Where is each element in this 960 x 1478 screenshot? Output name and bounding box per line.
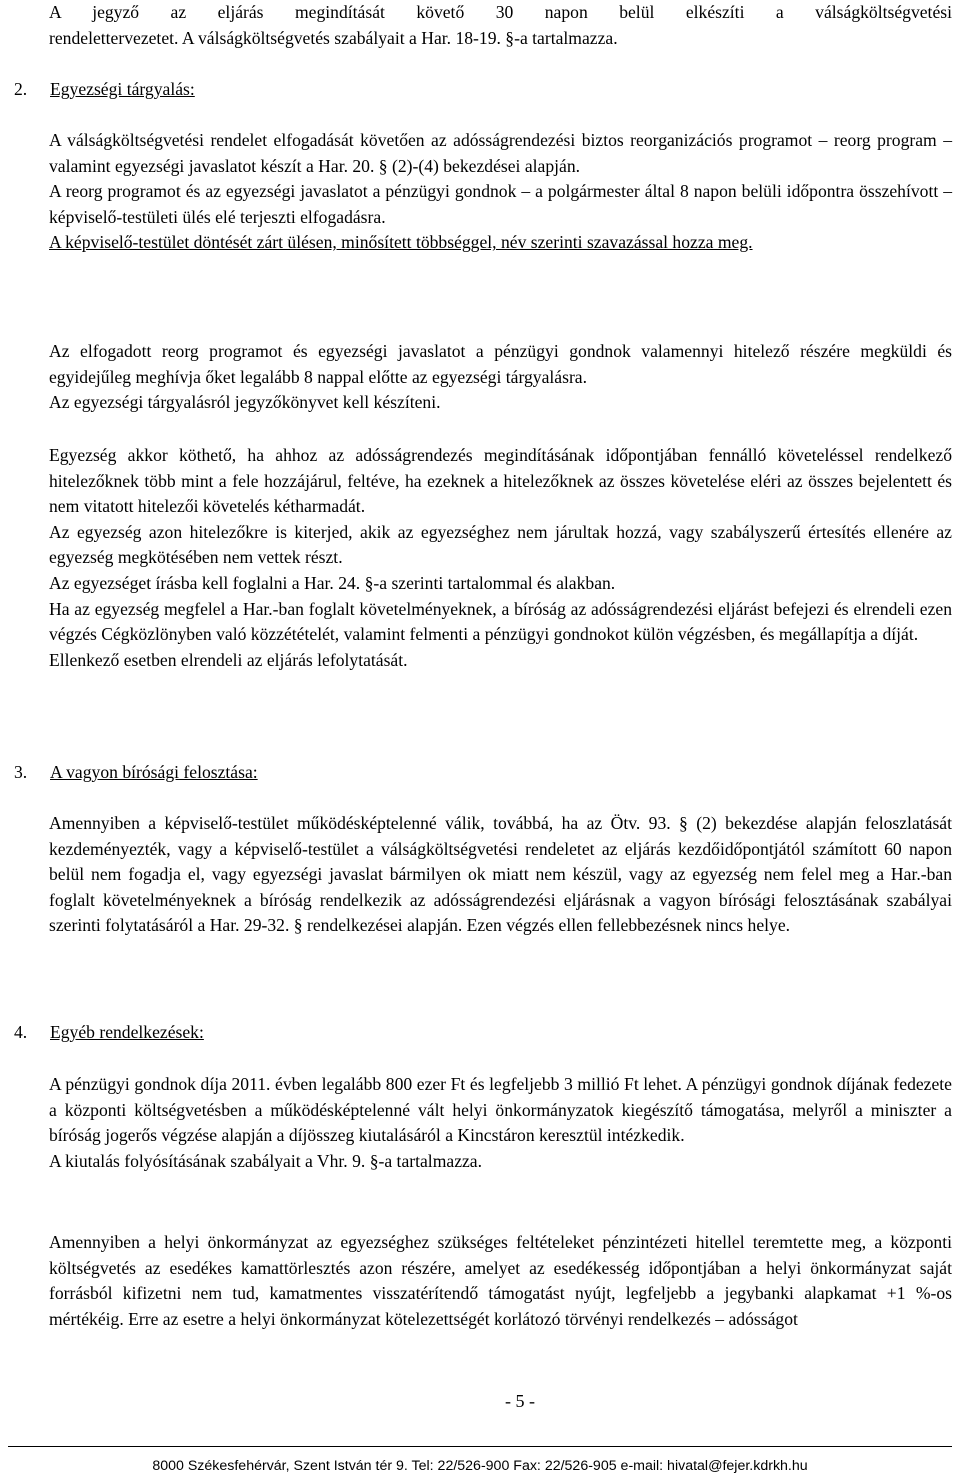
section-2-p10: Ellenkező esetben elrendeli az eljárás lefolytatását. bbox=[49, 649, 408, 670]
section-2-body-c bbox=[49, 443, 952, 673]
section-3-body bbox=[49, 811, 952, 939]
section-2-body bbox=[49, 128, 952, 256]
section-2-number: 2. bbox=[14, 79, 28, 99]
section-2-p8: Az egyezséget írásba kell foglalni a Har. 24. §-a szerinti tartalommal és alakban. bbox=[49, 572, 616, 593]
section-4-p2: A kiutalás folyósításának szabályait a Vhr. 9. §-a tartalmazza. bbox=[49, 1150, 483, 1171]
section-4-title: Egyéb rendelkezések: bbox=[50, 1022, 204, 1042]
section-4-body-b bbox=[49, 1230, 952, 1332]
intro-line-1: A jegyző az eljárás megindítását követő 30 napon belül elkészíti a válságköltségvetési bbox=[49, 2, 952, 22]
section-2-p4: Az elfogadott reorg programot és egyezségi javaslatot a pénzügyi gondnok valamennyi hitelező részére megküldi és egyidejűleg meghívja őket legalább 8 nappal előtte az egyezségi tárgyalásra. bbox=[49, 341, 952, 387]
section-3-title: A vagyon bírósági felosztása: bbox=[50, 762, 258, 782]
section-2-p9: Ha az egyezség megfelel a Har.-ban foglalt követelményeknek, a bíróság az adósságrendezési eljárást befejezi és elrendeli ezen végzés Cégközlönyben való közzétételét, valamint felmenti a pénzügyi gondnokot külön végzésben, és megállapítja a díját. bbox=[49, 598, 952, 645]
section-2-p7: Az egyezség azon hitelezőkre is kiterjed, akik az egyezséghez nem járultak hozzá, vagy szabályszerű értesítés ellenére az egyezség megkötésében nem vettek részt. bbox=[49, 521, 952, 568]
section-2-body-b bbox=[49, 339, 952, 416]
section-2-p3: A képviselő-testület döntését zárt ülésen, minősített többséggel, név szerinti szavazással hozza meg. bbox=[49, 232, 753, 253]
section-2-title: Egyezségi tárgyalás: bbox=[50, 79, 195, 99]
footer-divider bbox=[8, 1446, 952, 1447]
section-2-p1: A válságköltségvetési rendelet elfogadását követően az adósságrendezési biztos reorganizációs programot – reorg program – valamint egyezségi javaslatot készít a Har. 20. § (2)-(4) bekezdései alapján. bbox=[49, 130, 952, 176]
section-4-p3: Amennyiben a helyi önkormányzat az egyezséghez szükséges feltételeket pénzintézeti hitellel teremtette meg, a központi költségvetés az esedékes kamattörlesztés azon részére, amelyet az esedékesség időpontjában a helyi önkormányzat saját forrásból kifizetni nem tud, kamatmentes visszatérítendő támogatást nyújt, legfeljebb a jegybanki alapkamat +1 %-os mértékéig. Erre az esetre a helyi önkormányzat kötelezettségét korlátozó törvényi rendelkezés – adósságot bbox=[49, 1232, 952, 1329]
intro-line-2: rendelettervezetet. A válságköltségvetés szabályait a Har. 18-19. §-a tartalmazza. bbox=[49, 27, 618, 48]
section-2-p5: Az egyezségi tárgyalásról jegyzőkönyvet kell készíteni. bbox=[49, 392, 441, 413]
section-4-body bbox=[49, 1072, 952, 1174]
footer-address: 8000 Székesfehérvár, Szent István tér 9. Tel: 22/526-900 Fax: 22/526-905 e-mail: hivatal@fejer.kdrkh.hu bbox=[152, 1458, 808, 1474]
section-4-number: 4. bbox=[14, 1022, 28, 1042]
intro-paragraph bbox=[49, 0, 952, 51]
section-2-p2: A reorg programot és az egyezségi javaslatot a pénzügyi gondnok – a polgármester által 8 napon belüli időpontra összehívott – képviselő-testületi ülés elé terjeszti elfogadásra. bbox=[49, 181, 952, 227]
page-number: - 5 - bbox=[505, 1391, 535, 1411]
section-4-p1: A pénzügyi gondnok díja 2011. évben legalább 800 ezer Ft és legfeljebb 3 millió Ft lehet. A pénzügyi gondnok díjának fedezete a központi költségvetésben a működésképtelenné vált helyi önkormányzatok kiegészítő támogatása, melyről a miniszter a bíróság jogerős végzése alapján a díjösszeg kiutalásáról a Kincstáron keresztül intézkedik. bbox=[49, 1074, 952, 1146]
section-3-p1: Amennyiben a képviselő-testület működésképtelenné válik, továbbá, ha az Ötv. 93. § (2) bekezdése alapján feloszlatását kezdeményezték, vagy a képviselő-testület a válságköltségvetési rendeletet az eljárás kezdőidőpontjától számított 60 napon belül nem fogadja el, vagy egyezségi javaslat bármilyen ok miatt nem készül, vagy az egyezség nem felel meg a Har.-ban foglalt követelményeknek a bíróság rendelkezik az adósságrendezési eljárásnak a vagyon bírósági felosztásának szabályai szerinti folytatásáról a Har. 29-32. § rendelkezései alapján. Ezen végzés ellen fellebbezésnek nincs helye. bbox=[49, 813, 952, 936]
section-3-number: 3. bbox=[14, 762, 28, 782]
section-2-p6: Egyezség akkor köthető, ha ahhoz az adósságrendezés megindításának időpontjában fennálló követeléssel rendelkező hitelezőknek több mint a fele hozzájárul, feltéve, ha ezeknek a hitelezőknek az összes követelése eléri az összes bejelentett és nem vitatott hitelezői követelés kétharmadát. bbox=[49, 445, 952, 517]
